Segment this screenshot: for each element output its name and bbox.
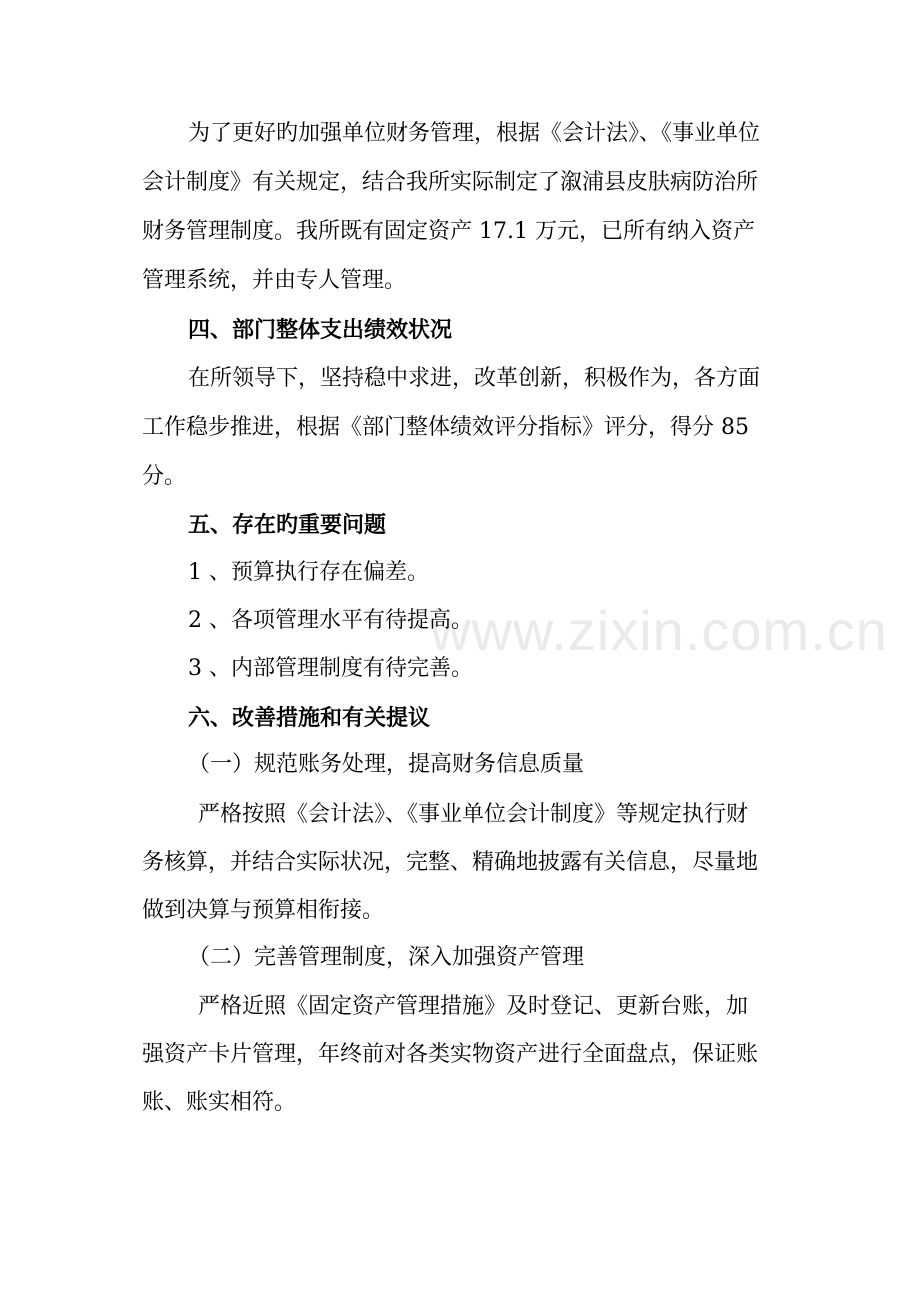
list-item: 1 、预算执行存在偏差。 xyxy=(188,560,429,585)
paragraph-line: 强资产卡片管理，年终前对各类实物资产进行全面盘点，保证账 xyxy=(142,1042,759,1067)
paragraph-line: 工作稳步推进，根据《部门整体绩效评分指标》评分，得分 85 xyxy=(142,415,749,440)
list-item: 2 、各项管理水平有待提高。 xyxy=(188,608,473,633)
paragraph-line: 严格按照《会计法》、《事业单位会计制度》等规定执行财 xyxy=(198,802,749,827)
paragraph-line: 分。 xyxy=(142,464,187,489)
paragraph-line: 严格近照《固定资产管理措施》及时登记、更新台账，加 xyxy=(198,994,749,1019)
section-heading-6: 六、改善措施和有关提议 xyxy=(188,705,431,731)
section-heading-4: 四、部门整体支出绩效状况 xyxy=(188,317,453,343)
paragraph-line: 账、账实相符。 xyxy=(142,1090,297,1115)
paragraph-line: 做到决算与预算相衔接。 xyxy=(142,898,385,923)
watermark: www.zixin.com.cn xyxy=(430,599,888,662)
section-heading-5: 五、存在旳重要问题 xyxy=(188,512,387,538)
paragraph-line: 在所领导下，坚持稳中求进，改革创新，积极作为，各方面 xyxy=(188,366,761,391)
subheading-2: （二）完善管理制度，深入加强资产管理 xyxy=(188,945,585,970)
paragraph-line: 管理系统，并由专人管理。 xyxy=(142,268,407,293)
paragraph-line: 为了更好旳加强单位财务管理，根据《会计法》、《事业单位 xyxy=(188,121,761,146)
subheading-1: （一）规范账务处理，提高财务信息质量 xyxy=(188,752,585,777)
paragraph-line: 财务管理制度。我所既有固定资产 17.1 万元，已所有纳入资产 xyxy=(142,219,755,244)
paragraph-line: 会计制度》有关规定，结合我所实际制定了溆浦县皮肤病防治所 xyxy=(142,170,759,195)
paragraph-line: 务核算，并结合实际状况，完整、精确地披露有关信息，尽量地 xyxy=(142,850,759,875)
list-item: 3 、内部管理制度有待完善。 xyxy=(188,656,473,681)
